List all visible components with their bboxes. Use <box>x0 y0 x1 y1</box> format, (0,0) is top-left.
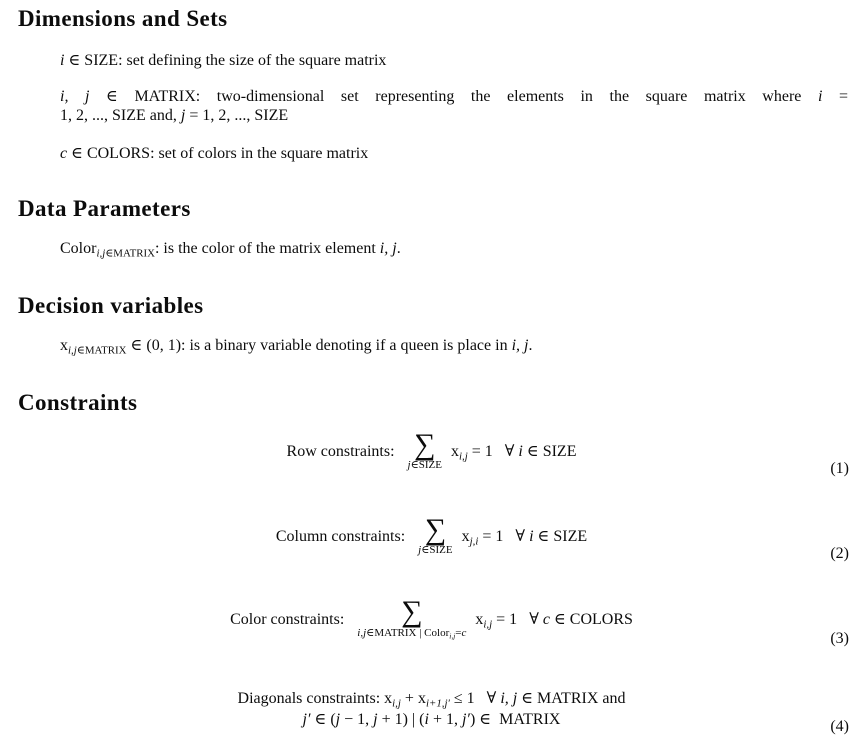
paragraph-line-2: 1, 2, ..., SIZE and, j = 1, 2, ..., SIZE <box>60 106 289 124</box>
sigma-icon: ∑ <box>414 427 436 461</box>
summation <box>357 595 467 641</box>
equation-content <box>230 595 633 641</box>
equation-number-3: (3) <box>830 630 849 647</box>
variable-definition-x: $x_{i,j\in MATRIX}$ ∈ (0, 1): is a binary variable denoting if a queen is place in i, j. <box>60 337 533 357</box>
sigma-icon: ∑ <box>424 512 447 546</box>
equation-content <box>275 512 588 558</box>
equation-number-2: (2) <box>830 545 849 562</box>
equation-color-constraints <box>0 592 863 648</box>
equation-body: $x_{i,j} = 1$ ∀ c ∈ COLORS <box>475 611 633 631</box>
equation-line-2: j′ ∈ (j − 1, j + 1) | (i + 1, j′) ∈ MATRIX <box>302 711 561 729</box>
section-heading-dimensions-and-sets: Dimensions and Sets <box>18 6 228 31</box>
section-heading-decision-variables: Decision variables <box>18 293 204 318</box>
sigma-icon: ∑ <box>401 595 423 629</box>
set-definition-c-colors: c ∈ COLORS: set of colors in the square matrix <box>60 145 369 162</box>
equation-content <box>286 427 577 473</box>
section-heading-data-parameters: Data Parameters <box>18 196 191 221</box>
summation <box>407 427 442 473</box>
equation-label: Color constraints: <box>230 611 345 628</box>
equation-number-1: (1) <box>830 460 849 477</box>
summation <box>418 512 453 558</box>
parameter-definition-color: Color$_{i,j\in MATRIX}$: is the color of the matrix element i, j. <box>60 240 401 260</box>
set-definition-i-size: i ∈ SIZE: set defining the size of the square matrix <box>60 52 387 69</box>
equation-diagonals-constraints <box>0 684 863 736</box>
paragraph-line-1: i, j ∈ MATRIX: two-dimensional set representing the elements in the square matrix where i = <box>60 88 849 105</box>
equation-row-constraints <box>0 426 863 478</box>
equation-label: Column constraints: <box>275 527 406 545</box>
equation-column-constraints <box>0 511 863 563</box>
equation-content <box>238 689 626 731</box>
summation-limit: j∈SIZE <box>418 544 453 557</box>
section-heading-constraints: Constraints <box>18 390 138 415</box>
equation-label: Row constraints: <box>286 442 395 460</box>
summation-limit: i,j∈MATRIX | Color$_{i,j}$=c <box>357 626 467 640</box>
set-definition-ij-matrix <box>60 88 848 126</box>
equation-body: $x_{j,i} = 1$ ∀ i ∈ SIZE <box>461 528 588 548</box>
equation-line-1: Diagonals constraints: $x_{i,j} + x_{i+1,j'} \le 1$ ∀ i, j ∈ MATRIX and <box>237 689 626 710</box>
equation-body: $x_{i,j} = 1$ ∀ i ∈ SIZE <box>450 443 577 463</box>
equation-number-4: (4) <box>830 718 849 735</box>
summation-limit: j∈SIZE <box>407 459 442 472</box>
